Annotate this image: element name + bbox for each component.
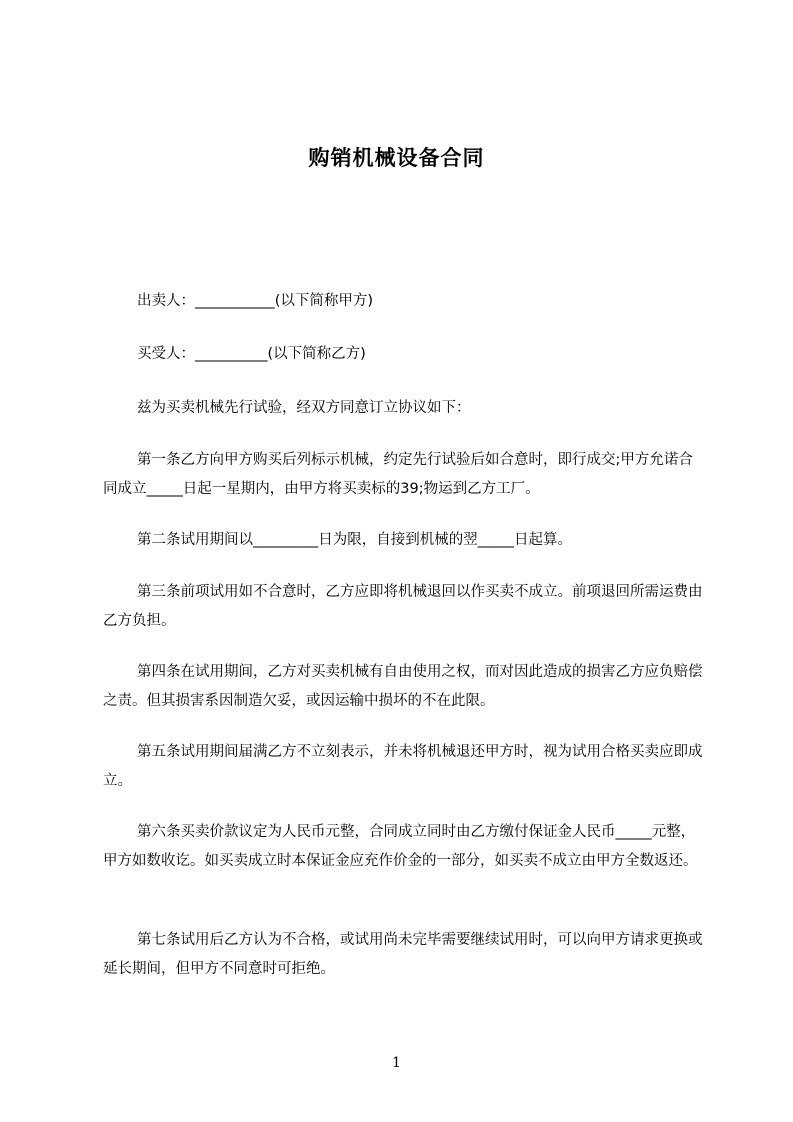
buyer-line: 买受人：__________(以下简称乙方): [137, 346, 366, 362]
preamble-paragraph: 兹为买卖机械先行试验，经双方同意订立协议如下：: [137, 400, 471, 416]
clause-3-paragraph: 第三条前项试用如不合意时，乙方应即将机械退回以作买卖不成立。前项退回所需运费由乙方负担。: [103, 584, 703, 629]
clause-4-paragraph: 第四条在试用期间，乙方对买卖机械有自由使用之权，而对因此造成的损害乙方应负赔偿之责。但其损害系因制造欠妥，或因运输中损坏的不在此限。: [103, 664, 703, 709]
seller-line: 出卖人：___________(以下简称甲方): [137, 293, 374, 309]
clause-6-paragraph: 第六条买卖价款议定为人民币元整，合同成立同时由乙方缴付保证金人民币_____元整，甲方如数收讫。如买卖成立时本保证金应充作价金的一部分，如买卖不成立由甲方全数返还。: [103, 824, 698, 869]
clause-2-paragraph: 第二条试用期间以_________日为限，自接到机械的翌_____日起算。: [137, 532, 572, 548]
clause-1-paragraph: 第一条乙方向甲方购买后列标示机械，约定先行试验后如合意时，即行成交;甲方允诺合同成立_____日起一星期内，由甲方将买卖标的39;物运到乙方工厂。: [103, 452, 693, 497]
page-number: 1: [392, 1055, 401, 1071]
document-title: 购销机械设备合同: [308, 146, 485, 170]
clause-5-paragraph: 第五条试用期间届满乙方不立刻表示，并未将机械退还甲方时，视为试用合格买卖应即成立。: [103, 744, 703, 789]
clause-7-paragraph: 第七条试用后乙方认为不合格，或试用尚未完毕需要继续试用时，可以向甲方请求更换或延长期间，但甲方不同意时可拒绝。: [103, 932, 703, 977]
